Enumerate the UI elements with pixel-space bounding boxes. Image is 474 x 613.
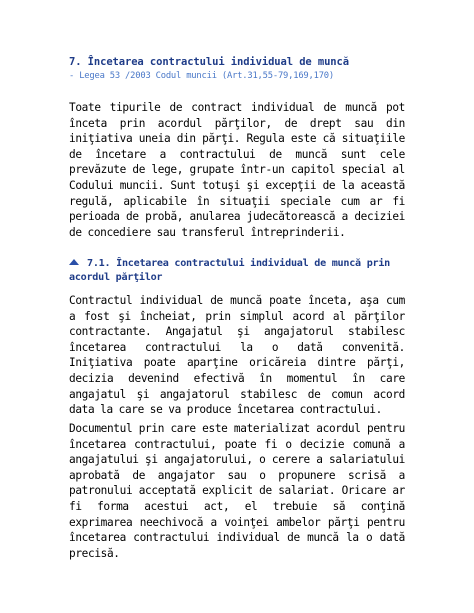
up-arrow-icon[interactable] [69,259,79,265]
chapter-law-reference: - Legea 53 /2003 Codul muncii (Art.31,55-79,169,170) [69,71,335,81]
document-paragraph: Documentul prin care este materializat acordul pentru încetarea contractului, poate fi o decizie comună a angajatului şi angajatorului, o cerere a salariatului aprobată de angajator sau o propunere scrisă a patronului acceptată explicit de salariat. Oricare ar fi forma acestui act, el trebuie să conţină exprimarea neechivocă a voinţei ambelor părţi pentru încetarea contractului individual de muncă la o dată precisă. [69,422,405,560]
agreement-paragraph: Contractul individual de muncă poate înceta, aşa cum a fost şi încheiat, prin simplul acord al părţilor contractante. Angajatul şi angajatorul stabilesc încetarea contractului la o dată convenită. Iniţiativa poate aparţine oricăreia dintre părţi, decizia devenind efectivă în momentul în care angajatul şi angajatorul stabilesc de comun acord data la care se va produce încetarea contractului. [69,294,405,417]
section-heading-7-1[interactable] [69,257,409,285]
section-heading-text: 7.1. Încetarea contractului individual de muncă prin acordul părţilor [69,258,391,283]
intro-paragraph: Toate tipurile de contract individual de muncă pot înceta prin acordul părţilor, de drept sau din iniţiativa uneia din părţi. Regula este că situaţiile de încetare a contractului de muncă sunt cele prevăzute de lege, grupate într-un capitol special al Codului muncii. Sunt totuşi şi excepţii de la această regulă, aplicabile în situaţii speciale cum ar fi perioada de probă, anularea judecătorească a deciziei de concediere sau transferul întreprinderii. [69,101,405,239]
chapter-title: 7. Încetarea contractului individual de muncă [69,56,349,68]
